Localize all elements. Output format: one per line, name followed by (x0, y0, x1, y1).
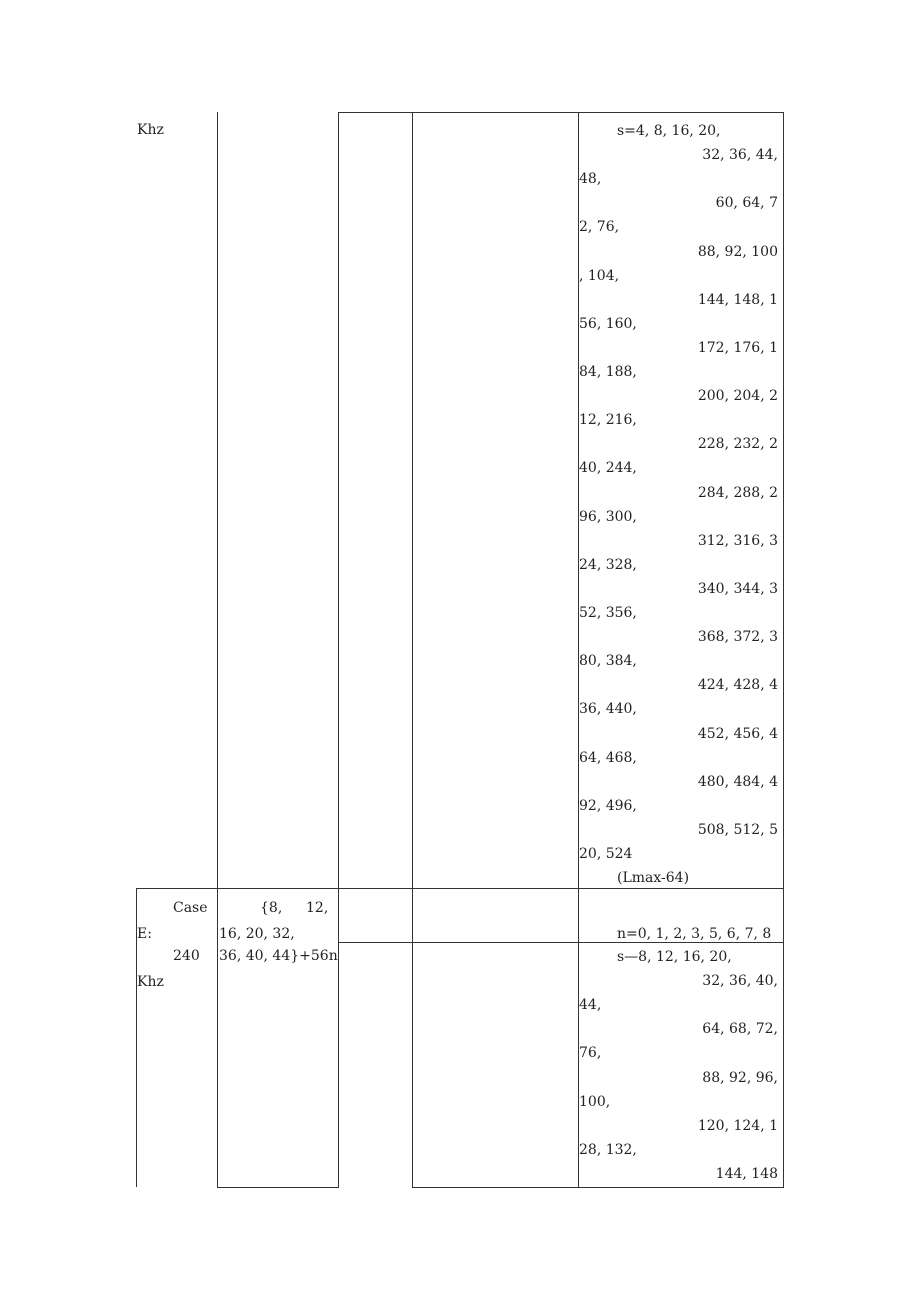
grid-hline-mid (136, 888, 784, 889)
value-line: 60, 64, 7 (715, 195, 778, 212)
value-line: 284, 288, 2 (697, 484, 778, 501)
value-line: 44, (579, 997, 602, 1014)
case-unit: Khz (137, 974, 164, 990)
value-line: 84, 188, (579, 364, 637, 380)
value-line: 340, 344, 3 (697, 580, 778, 597)
value-line: 24, 328, (579, 556, 637, 573)
top-col1-label: Khz (137, 122, 164, 138)
value-line: 144, 148 (715, 1165, 778, 1182)
value-line: 32, 36, 44, (702, 147, 778, 164)
value-line: 368, 372, 3 (697, 629, 778, 646)
value-line: 144, 148, 1 (697, 291, 778, 308)
value-line: 88, 92, 100 (697, 243, 778, 260)
value-line: 76, (579, 1045, 602, 1062)
symbol-set-part-a: {8, (260, 900, 283, 916)
value-line: 40, 244, (579, 460, 637, 477)
value-line: 28, 132, (579, 1141, 637, 1158)
grid-vline-2 (217, 112, 218, 1187)
value-line: 64, 468, (579, 749, 637, 766)
value-line: 424, 428, 4 (697, 677, 778, 694)
value-line: 508, 512, 5 (697, 821, 778, 838)
grid-hline-sub (338, 942, 784, 943)
grid-vline-4 (412, 112, 413, 1187)
value-line: 100, (579, 1093, 611, 1110)
value-line: 172, 176, 1 (697, 339, 778, 356)
value-line: (Lmax-64) (617, 870, 690, 887)
symbol-set-line3: 36, 40, 44}+56n (219, 948, 338, 964)
value-line: 228, 232, 2 (697, 436, 778, 453)
value-line: 20, 524 (579, 846, 633, 862)
case-label: Case (173, 900, 208, 916)
symbol-set-part-b: 12, (306, 900, 329, 916)
grid-hline-top (338, 112, 784, 113)
value-line: 64, 68, 72, (702, 1021, 778, 1038)
value-line: 52, 356, (579, 605, 637, 621)
value-line: s—8, 12, 16, 20, (617, 949, 732, 965)
value-line: 96, 300, (579, 508, 637, 525)
value-line: 88, 92, 96, (702, 1069, 778, 1086)
value-line: 92, 496, (579, 797, 637, 814)
value-line: 12, 216, (579, 412, 637, 429)
value-line: 312, 316, 3 (697, 532, 778, 549)
grid-vline-6 (783, 112, 784, 1187)
value-line: s=4, 8, 16, 20, (617, 123, 721, 139)
value-line: 32, 36, 40, (702, 973, 778, 990)
grid-vline-3-upper (338, 112, 339, 942)
value-line: 480, 484, 4 (697, 773, 778, 790)
value-line: 200, 204, 2 (697, 388, 778, 405)
grid-hline-bottom-a (217, 1187, 339, 1188)
value-line: 36, 440, (579, 701, 637, 718)
case-frequency: 240 (173, 948, 200, 964)
grid-vline-3-lower (338, 942, 339, 1187)
value-line: 56, 160, (579, 315, 637, 332)
n-values: n=0, 1, 2, 3, 5, 6, 7, 8 (617, 926, 772, 942)
value-line: 48, (579, 171, 602, 188)
value-line: , 104, (579, 267, 620, 284)
value-line: 2, 76, (579, 219, 620, 236)
symbol-set-line2: 16, 20, 32, (219, 926, 295, 942)
value-line: 120, 124, 1 (697, 1117, 778, 1134)
grid-hline-bottom-b (412, 1187, 784, 1188)
value-line: 452, 456, 4 (697, 725, 778, 742)
case-letter: E: (137, 926, 152, 942)
value-line: 80, 384, (579, 653, 637, 670)
